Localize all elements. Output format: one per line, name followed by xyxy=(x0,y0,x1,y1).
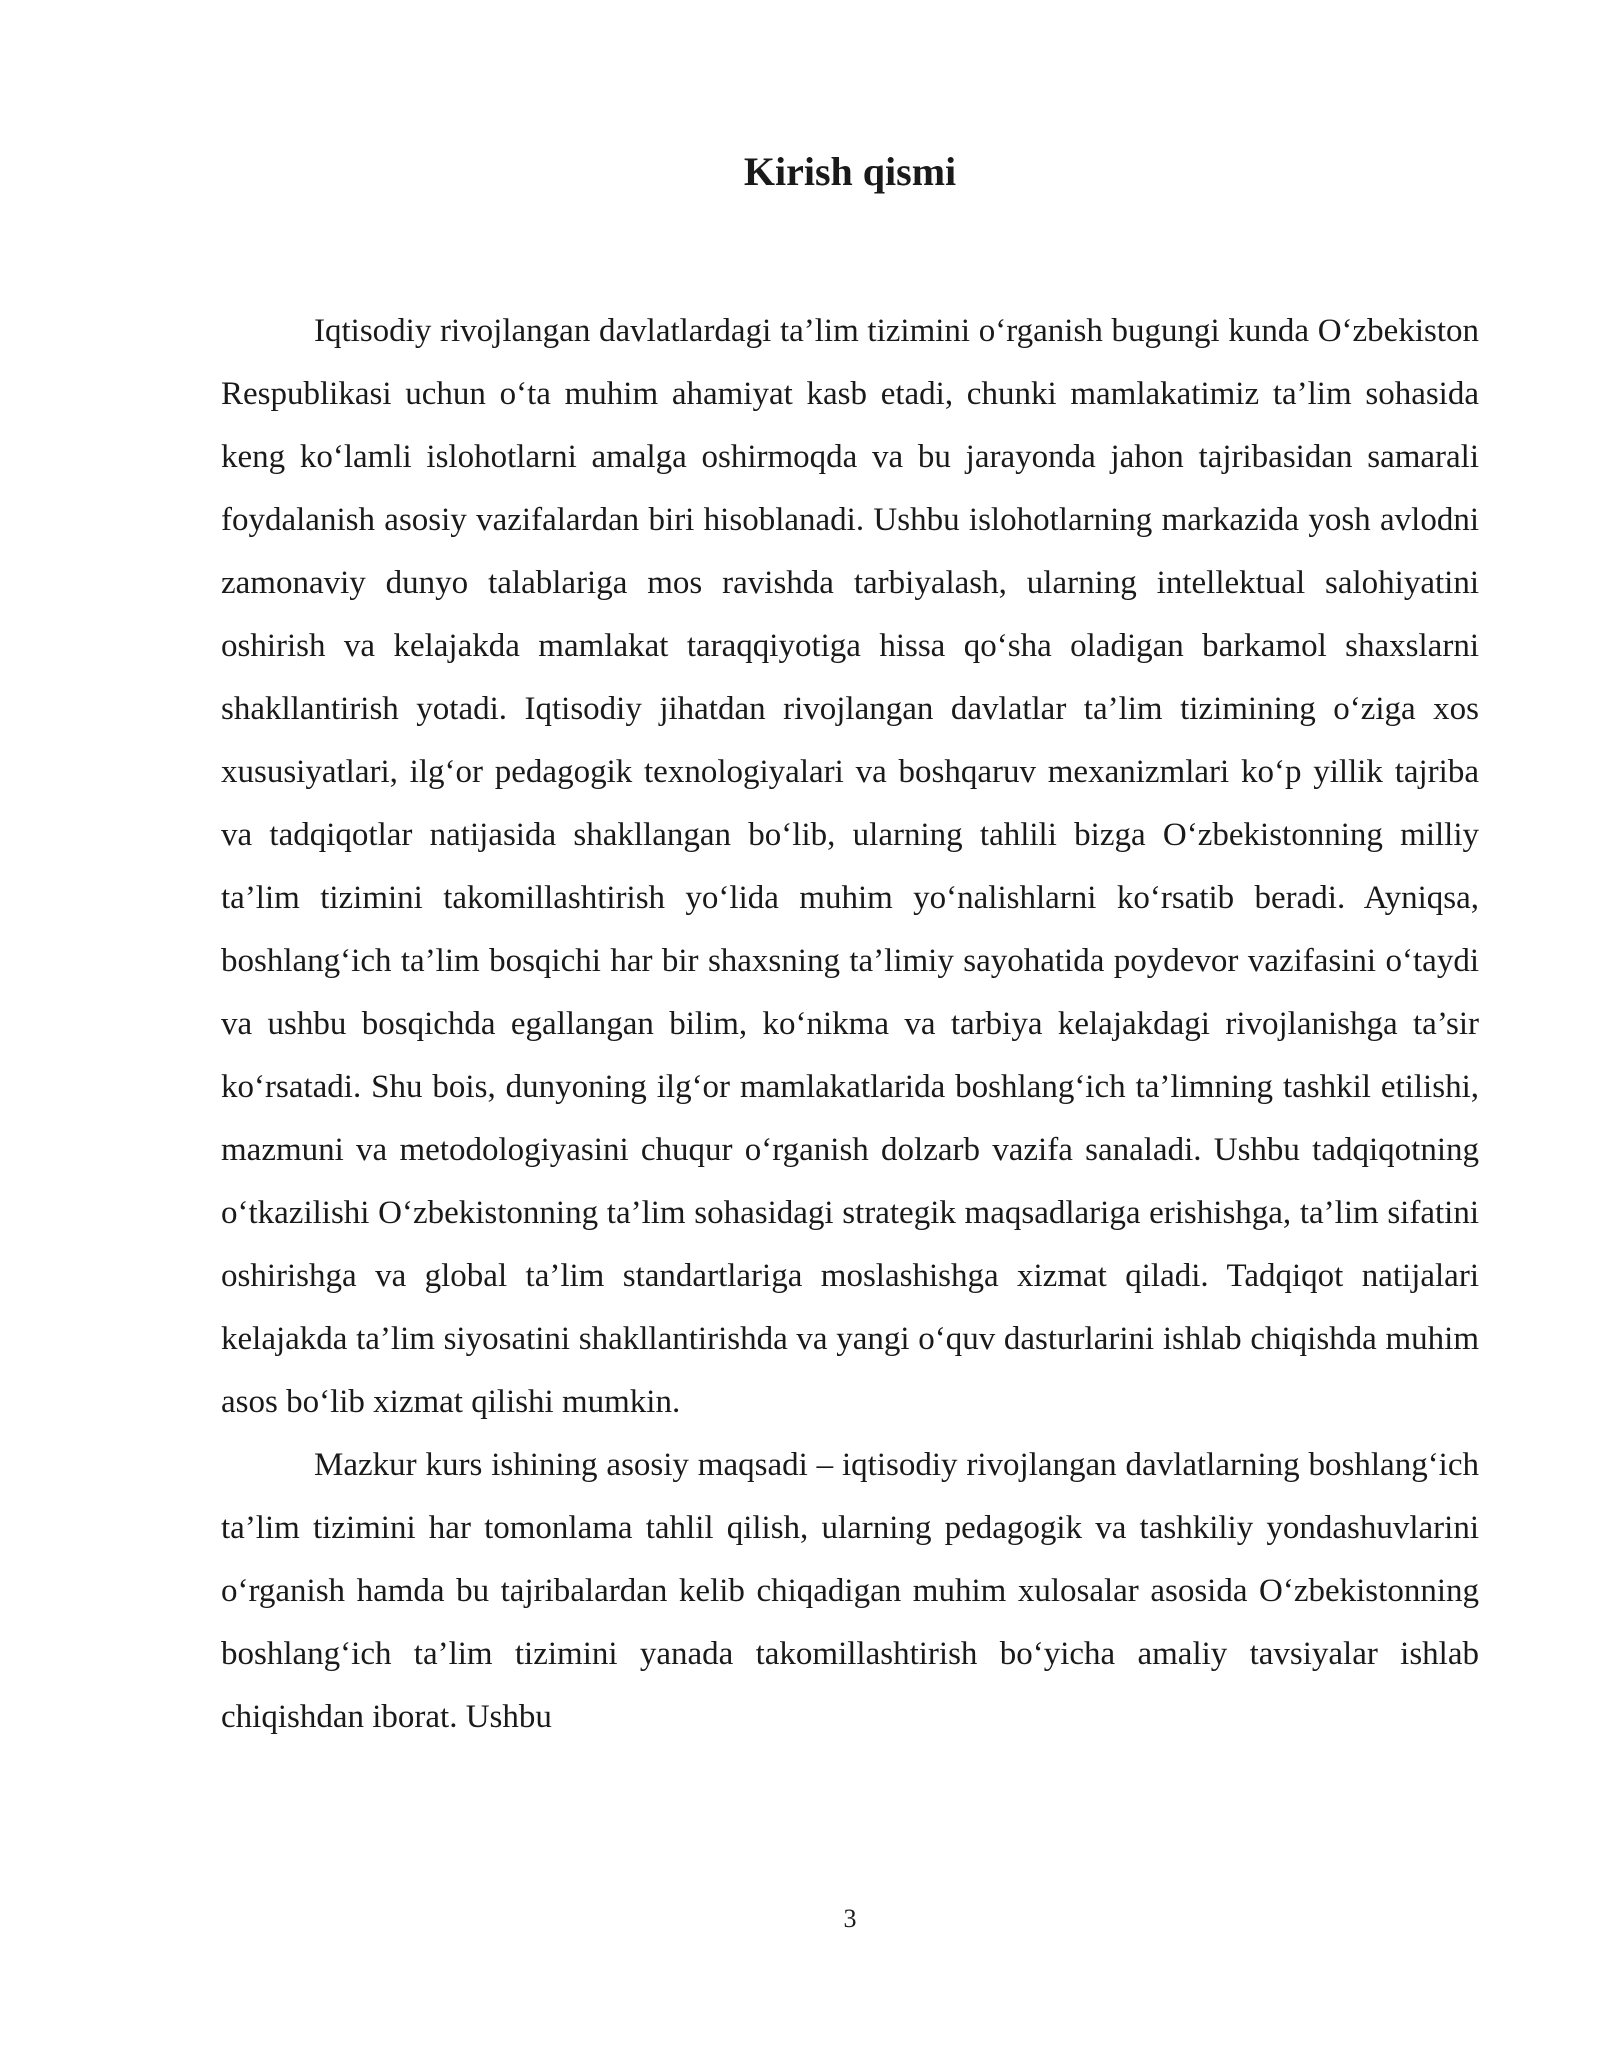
body-text xyxy=(221,300,1479,1749)
paragraph-2: Mazkur kurs ishining asosiy maqsadi – iqtisodiy rivojlangan davlatlarning boshlang‘ich ta’lim tizimini har tomonlama tahlil qilish, ularning pedagogik va tashkiliy yondashuvlarini o‘rganish hamda bu tajribalardan kelib chiqadigan muhim xulosalar asosida O‘zbekistonning boshlang‘ich ta’lim tizimini yanada takomillashtirish bo‘yicha amaliy tavsiyalar ishlab chiqishdan iborat. Ushbu xyxy=(221,1447,1479,1735)
page-number: 3 xyxy=(843,1904,857,1933)
page-title: Kirish qismi xyxy=(743,149,957,194)
paragraph-1: Iqtisodiy rivojlangan davlatlardagi ta’lim tizimini o‘rganish bugungi kunda O‘zbekiston Respublikasi uchun o‘ta muhim ahamiyat kasb etadi, chunki mamlakatimiz ta’lim sohasida keng ko‘lamli islohotlarni amalga oshirmoqda va bu jarayonda jahon tajribasidan samarali foydalanish asosiy vazifalardan biri hisoblanadi. Ushbu islohotlarning markazida yosh avlodni zamonaviy dunyo talablariga mos ravishda tarbiyalash, ularning intellektual salohiyatini oshirish va kelajakda mamlakat taraqqiyotiga hissa qo‘sha oladigan barkamol shaxslarni shakllantirish yotadi. Iqtisodiy jihatdan rivojlangan davlatlar ta’lim tizimining o‘ziga xos xususiyatlari, ilg‘or pedagogik texnologiyalari va boshqaruv mexanizmlari ko‘p yillik tajriba va tadqiqotlar natijasida shakllangan bo‘lib, ularning tahlili bizga O‘zbekistonning milliy ta’lim tizimini takomillashtirish yo‘lida muhim yo‘nalishlarni ko‘rsatib beradi. Ayniqsa, boshlang‘ich ta’lim bosqichi har bir shaxsning ta’limiy sayohatida poydevor vazifasini o‘taydi va ushbu bosqichda egallangan bilim, ko‘nikma va tarbiya kelajakdagi rivojlanishga ta’sir ko‘rsatadi. Shu bois, dunyoning ilg‘or mamlakatlarida boshlang‘ich ta’limning tashkil etilishi, mazmuni va metodologiyasini chuqur o‘rganish dolzarb vazifa sanaladi. Ushbu tadqiqotning o‘tkazilishi O‘zbekistonning ta’lim sohasidagi strategik maqsadlariga erishishga, ta’lim sifatini oshirishga va global ta’lim standartlariga moslashishga xizmat qiladi. Tadqiqot natijalari kelajakda ta’lim siyosatini shakllantirishda va yangi o‘quv dasturlarini ishlab chiqishda muhim asos bo‘lib xizmat qilishi mumkin. xyxy=(221,313,1479,1420)
